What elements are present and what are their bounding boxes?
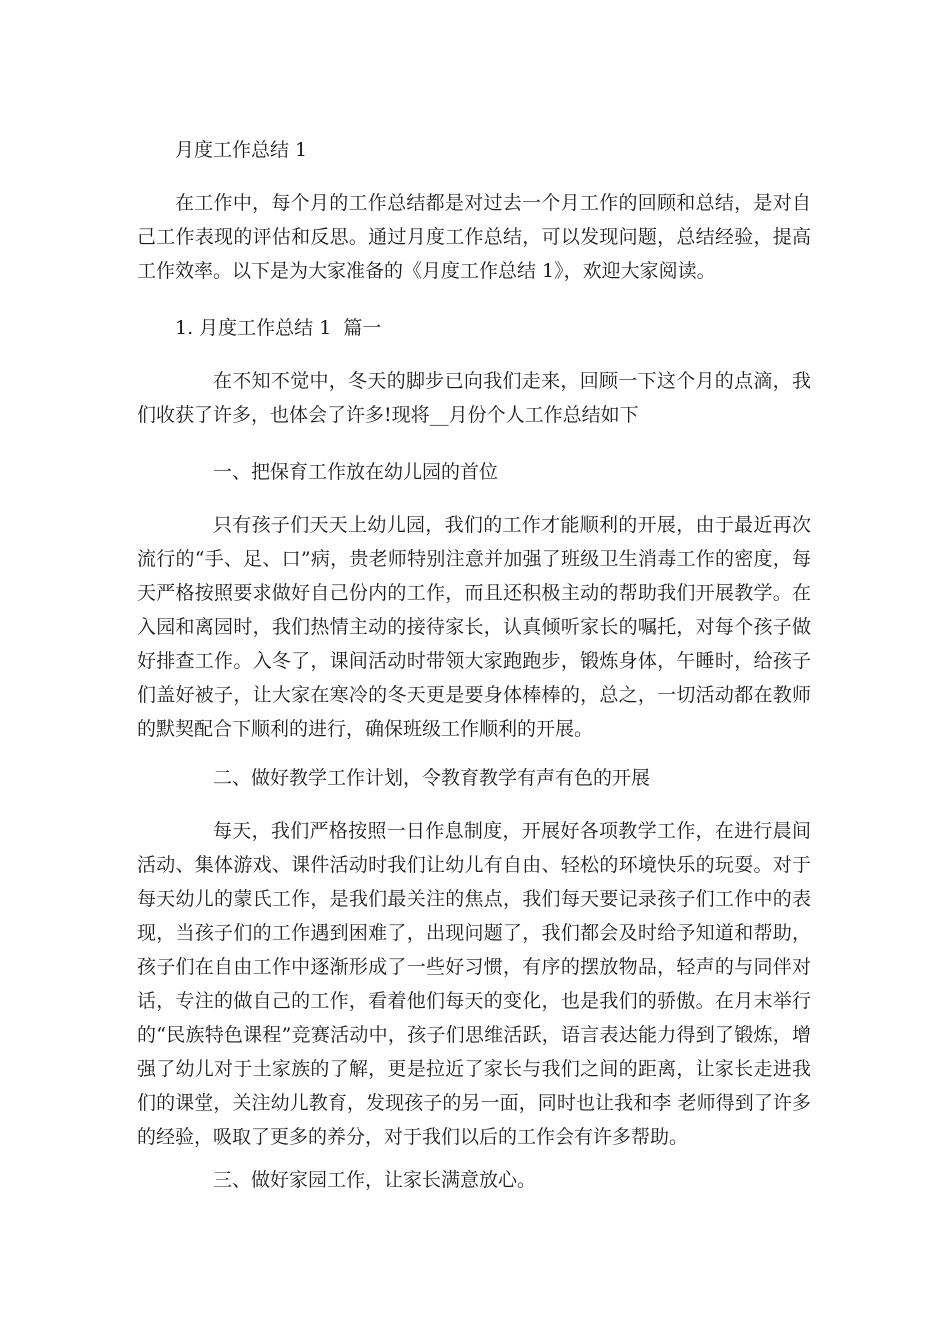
section-2-body: 每天，我们严格按照一日作息制度，开展好各项教学工作，在进行晨间活动、集体游戏、课件活动时我们让幼儿有自由、轻松的环境快乐的玩耍。对于每天幼儿的蒙氏工作，是我们最关注的焦点，我们每天要记录孩子们工作中的表现，当孩子们的工作遇到困难了，出现问题了，我们都会及时给予知道和帮助，孩子们在自由工作中逐渐形成了一些好习惯，有序的摆放物品，轻声的与同伴对话，专注的做自己的工作，看着他们每天的变化，也是我们的骄傲。在月末举行的“民族特色课程”竞赛活动中，孩子们思维活跃，语言表达能力得到了锻炼，增强了幼儿对于土家族的了解，更是拉近了家长与我们之间的距离，让家长走进我们的课堂，关注幼儿教育，发现孩子的另一面，同时也让我和李 老师得到了许多的经验，吸取了更多的养分，对于我们以后的工作会有许多帮助。 xyxy=(137,820,811,1148)
section-3-heading: 三、做好家园工作，让家长满意放心。 xyxy=(213,1169,537,1191)
opening-paragraph: 在不知不觉中，冬天的脚步已向我们走来，回顾一下这个月的点滴，我们收获了许多，也体会了许多!现将__月份个人工作总结如下 xyxy=(137,370,811,426)
section-1-body: 只有孩子们天天上幼儿园，我们的工作才能顺利的开展，由于最近再次流行的“手、足、口”病，贵老师特别注意并加强了班级卫生消毒工作的密度，每天严格按照要求做好自己份内的工作，而且还积极主动的帮助我们开展教学。在入园和离园时，我们热情主动的接待家长，认真倾听家长的嘱托，对每个孩子做好排查工作。入冬了，课间活动时带领大家跑跑步，锻炼身体，午睡时，给孩子们盖好被子，让大家在寒冷的冬天更是要身体棒棒的，总之，一切活动都在教师的默契配合下顺利的进行，确保班级工作顺利的开展。 xyxy=(137,514,811,740)
section-2-heading: 二、做好教学工作计划，令教育教学有声有色的开展 xyxy=(213,767,651,789)
section-1-heading: 一、把保育工作放在幼儿园的首位 xyxy=(213,461,499,483)
document-title: 月度工作总结 1 xyxy=(175,139,308,161)
intro-paragraph: 在工作中，每个月的工作总结都是对过去一个月工作的回顾和总结，是对自己工作表现的评估和反思。通过月度工作总结，可以发现问题，总结经验，提高工作效率。以下是为大家准备的《月度工作总结 1》，欢迎大家阅读。 xyxy=(137,192,811,282)
article-heading: 1. 月度工作总结 1 篇一 xyxy=(175,317,382,339)
